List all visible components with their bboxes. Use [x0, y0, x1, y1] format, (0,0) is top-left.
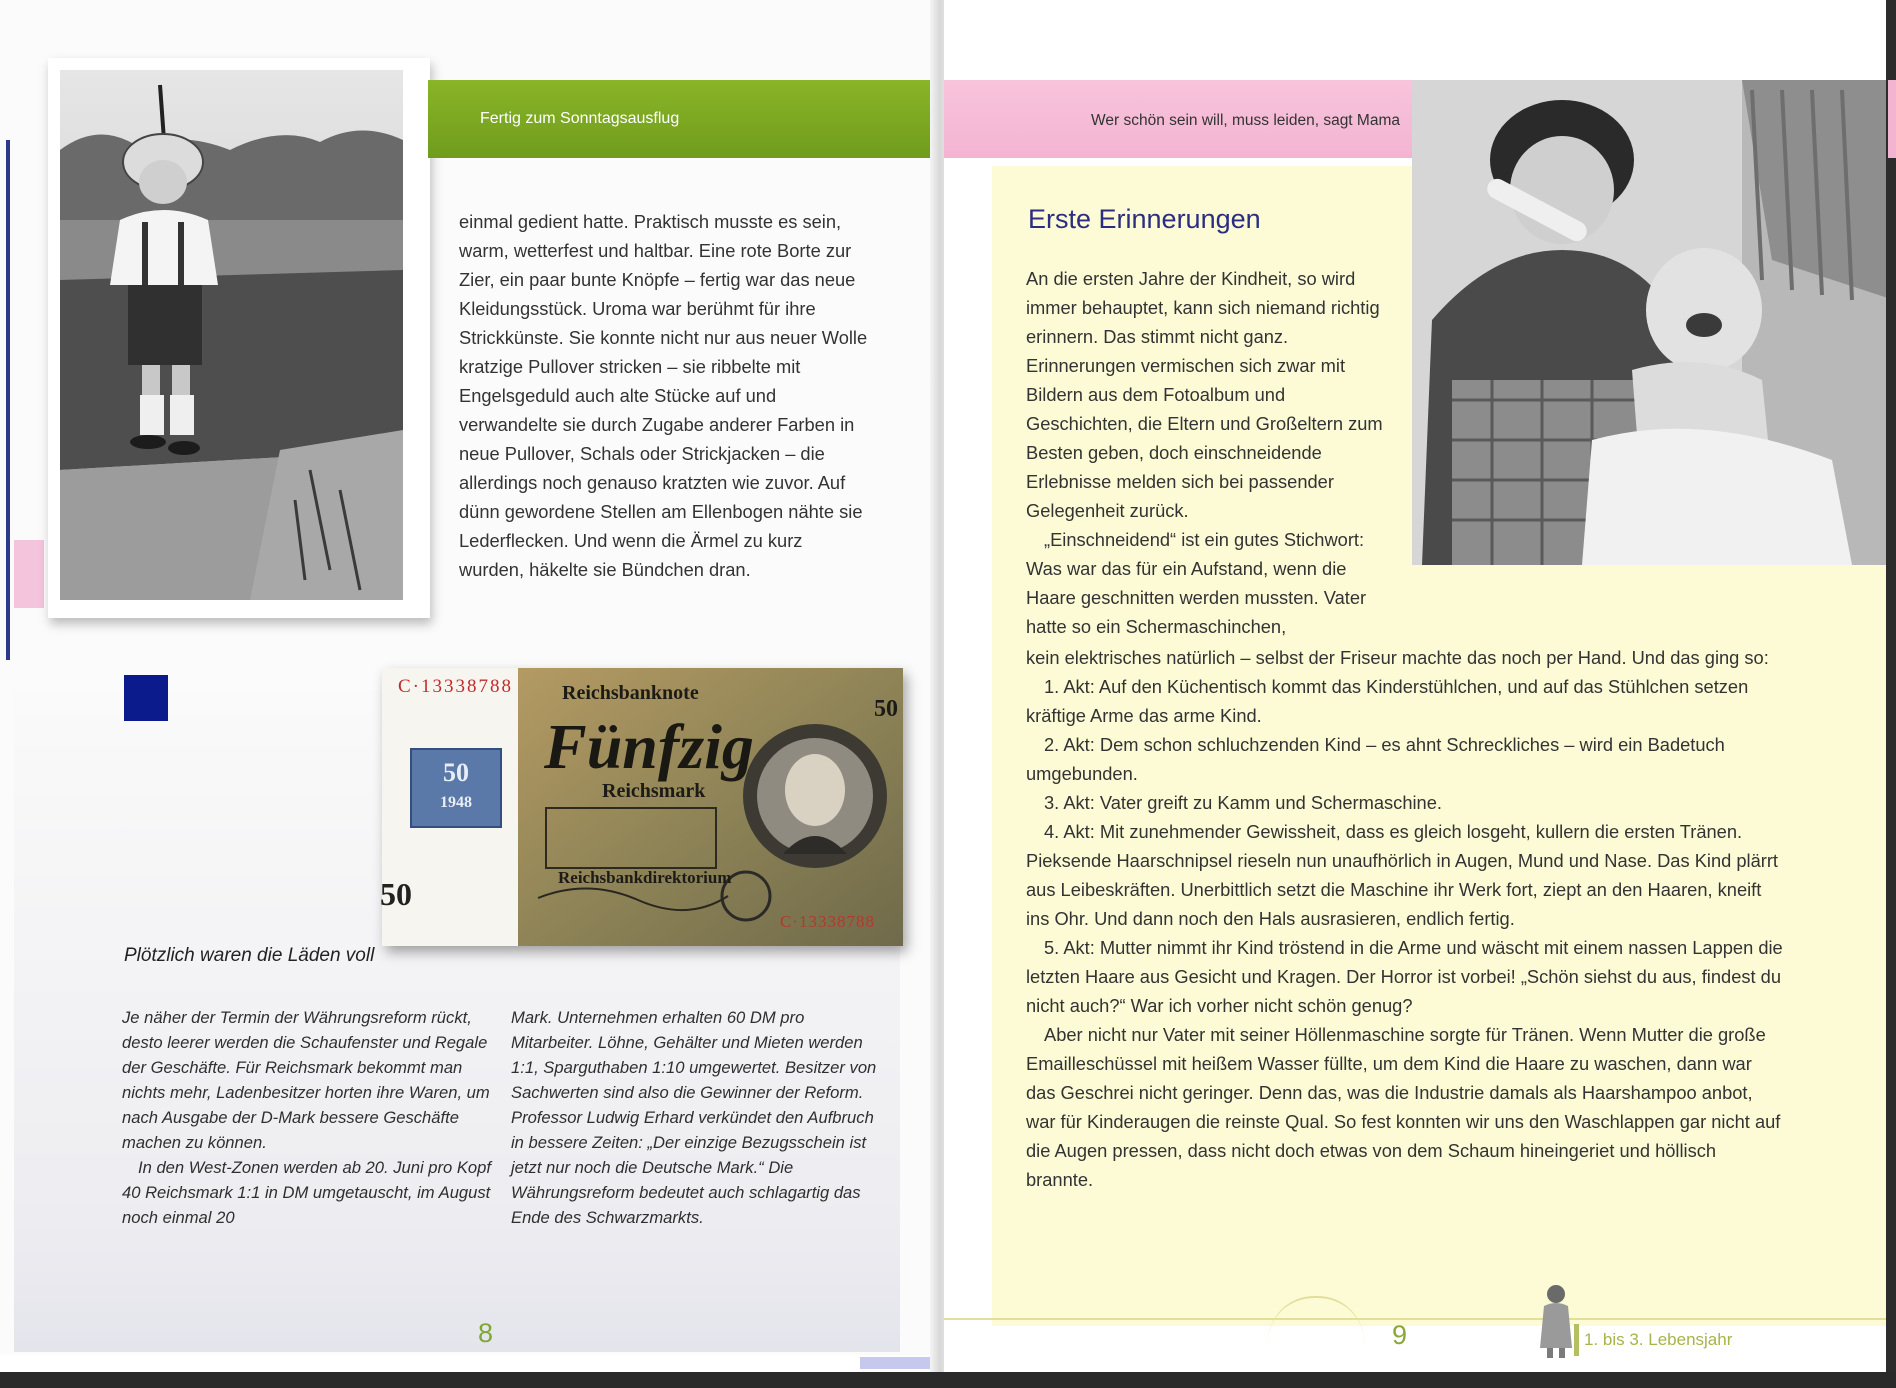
banknote-image	[382, 668, 903, 946]
photo-boy-frame	[48, 58, 430, 618]
right-page-edge	[1886, 0, 1896, 1372]
right-page-bottom-edge	[944, 1358, 1896, 1372]
sidebar-col2-paragraph: Mark. Unternehmen erhalten 60 DM pro Mitarbeiter. Löhne, Gehälter und Mieten werden 1:1, Sparguthaben 1:10 umgewertet. Besitzer von Sachwerten sind also die Gewinner der Reform. Professor Ludwig Erhard verkündet den Aufbruch in bessere Zeiten: „Der einzige Bezugsschein ist jetzt nur noch die Deutsche Mark.“ Die Währungsreform bedeutet auch schlagartig das Ende des Schwarzmarkts.	[511, 1008, 877, 1227]
intro-text	[1026, 264, 1396, 641]
banknote-serial: C·13338788	[398, 676, 513, 697]
sidebar-column-1	[122, 1005, 492, 1230]
edge-stripe	[6, 140, 10, 660]
sidebar-col1-paragraph-2: In den West-Zonen werden ab 20. Juni pro Kopf 40 Reichsmark 1:1 in DM umgetauscht, im August noch einmal 20	[122, 1158, 491, 1227]
body-paragraph-closing: Aber nicht nur Vater mit seiner Höllenmaschine sorgte für Tränen. Wenn Mutter die große Emailleschüssel mit heißem Wasser füllte, um dem Kind die Haare zu waschen, dann war das Geschrei nicht geringer. Denn das, was die Industrie damals als Haarshampoo anbot, war für Kinderaugen die reinste Qual. So fest konnten wir uns den Waschlappen gar nicht auf die Augen pressen, dass nicht doch etwas von dem Schaum hineingeriet und höllisch brannte.	[1026, 1024, 1781, 1190]
bottom-accent	[860, 1357, 938, 1369]
header-band-left	[428, 80, 942, 158]
left-page-bottom-edge	[0, 1355, 942, 1372]
body-paragraph-act-4: 4. Akt: Mit zunehmender Gewissheit, dass es gleich losgeht, kullern die ersten Tränen. Pieksende Haarschnipsel rieseln nun unaufhörlich in Augen, Mund und Nase. Das Kind plärrt aus Leibeskräften. Unerbittlich setzt die Maschine ihr Werk fort, ziept an den Haaren, kneift ins Ohr. Und dann noch den Hals ausrasieren, endlich fertig.	[1026, 821, 1779, 929]
body-paragraph-act-3: 3. Akt: Vater greift zu Kamm und Schermaschine.	[1044, 792, 1442, 813]
body-paragraph-act-5: 5. Akt: Mutter nimmt ihr Kind tröstend in die Arme und wäscht mit einem nassen Lappen die letzten Haare aus Gesicht und Kragen. Der Horror ist vorbei! „Schön siehst du aus, findest du nicht auch?“ War ich vorher nicht schön genug?	[1026, 937, 1783, 1016]
intro-paragraph-1: An die ersten Jahre der Kindheit, so wird immer behauptet, kann sich niemand richtig erinnern. Das stimmt nicht ganz. Erinnerungen vermischen sich zwar mit Bildern aus dem Fotoalbum und Geschichten, die Eltern und Großeltern zum Besten geben, doch einschneidende Erlebnisse melden sich bei passender Gelegenheit zurück.	[1026, 268, 1383, 521]
banknote-body	[518, 668, 903, 946]
banknote-right-value: 50	[874, 696, 898, 722]
chapter-title: Erste Erinnerungen	[1028, 204, 1261, 234]
sidebar-col1-paragraph-1: Je näher der Termin der Währungsreform rückt, desto leerer werden die Schaufenster und Regale der Geschäfte. Für Reichsmark bekommt man nichts mehr, Ladenbesitzer horten ihre Waren, um nach Ausgabe der D-Mark bessere Geschäfte machen zu können.	[122, 1008, 490, 1152]
pink-edge-marker	[1888, 80, 1896, 158]
page-number-left: 8	[478, 1318, 494, 1348]
page-number-right: 9	[1392, 1320, 1408, 1350]
footer-line	[944, 1318, 1896, 1320]
section-label: 1. bis 3. Lebensjahr	[1584, 1330, 1733, 1349]
banknote-currency: Reichsmark	[602, 780, 706, 802]
sidebar-column-2	[511, 1005, 881, 1230]
blue-square-marker	[124, 675, 168, 721]
banknote-serial-bottom: C·13338788	[780, 912, 875, 931]
header-band-left-label: Fertig zum Sonntagsausflug	[480, 110, 680, 127]
body-paragraph-0: kein elektrisches natürlich – selbst der Friseur machte das noch per Hand. Und das ging so:	[1026, 647, 1769, 668]
left-column-text: einmal gedient hatte. Praktisch musste es sein, warm, wetterfest und haltbar. Eine rote Borte zur Zier, ein paar bunte Knöpfe – fertig war das neue Kleidungsstück. Uroma war berühmt für ihre Strickkünste. Sie konnte nicht nur aus neuer Wolle kratzige Pullover stricken – sie ribbelte mit Engelsgeduld auch alte Stücke auf und verwandelte sie durch Zugabe anderer Farben in neue Pullover, Schals oder Strickjacken – die allerdings noch genauso kratzten wie zuvor. Auf dünn gewordene Stellen am Ellenbogen nähte sie Lederflecken. Und wenn die Ärmel zu kurz wurden, häkelte sie Bündchen dran.	[459, 211, 868, 580]
body-text	[1026, 643, 1786, 1194]
header-band-right-label: Wer schön sein will, muss leiden, sagt Mama	[1091, 112, 1400, 129]
banknote-stamp-year: 1948	[440, 794, 472, 811]
banknote-corner-value: 50	[380, 876, 412, 912]
header-band-right	[944, 80, 1414, 158]
banknote-stamp-value: 50	[443, 758, 469, 787]
left-page	[0, 0, 942, 1372]
body-paragraph-act-2: 2. Akt: Dem schon schluchzenden Kind – es ahnt Schreckliches – wird ein Badetuch umgebunden.	[1026, 734, 1725, 784]
banknote-issuer: Reichsbanknote	[562, 682, 699, 704]
section-tab	[1574, 1324, 1579, 1356]
banknote-denomination: Fünfzig	[544, 711, 754, 782]
photo-mother-washing-baby	[1412, 80, 1894, 565]
right-page	[944, 0, 1896, 1372]
photo-boy-in-costume	[60, 70, 403, 600]
body-paragraph-act-1: 1. Akt: Auf den Küchentisch kommt das Kinderstühlchen, und auf das Stühlchen setzen kräftige Arme das arme Kind.	[1026, 676, 1749, 726]
banknote-stamp	[410, 748, 502, 828]
pink-marker	[14, 540, 44, 608]
sidebar-title: Plötzlich waren die Läden voll	[124, 945, 375, 966]
intro-paragraph-2: „Einschneidend“ ist ein gutes Stichwort: Was war das für ein Aufstand, wenn die Haare geschnitten werden mussten. Vater hatte so ein Schermaschinchen,	[1026, 529, 1367, 637]
banknote-directorate: Reichsbankdirektorium	[558, 868, 732, 887]
